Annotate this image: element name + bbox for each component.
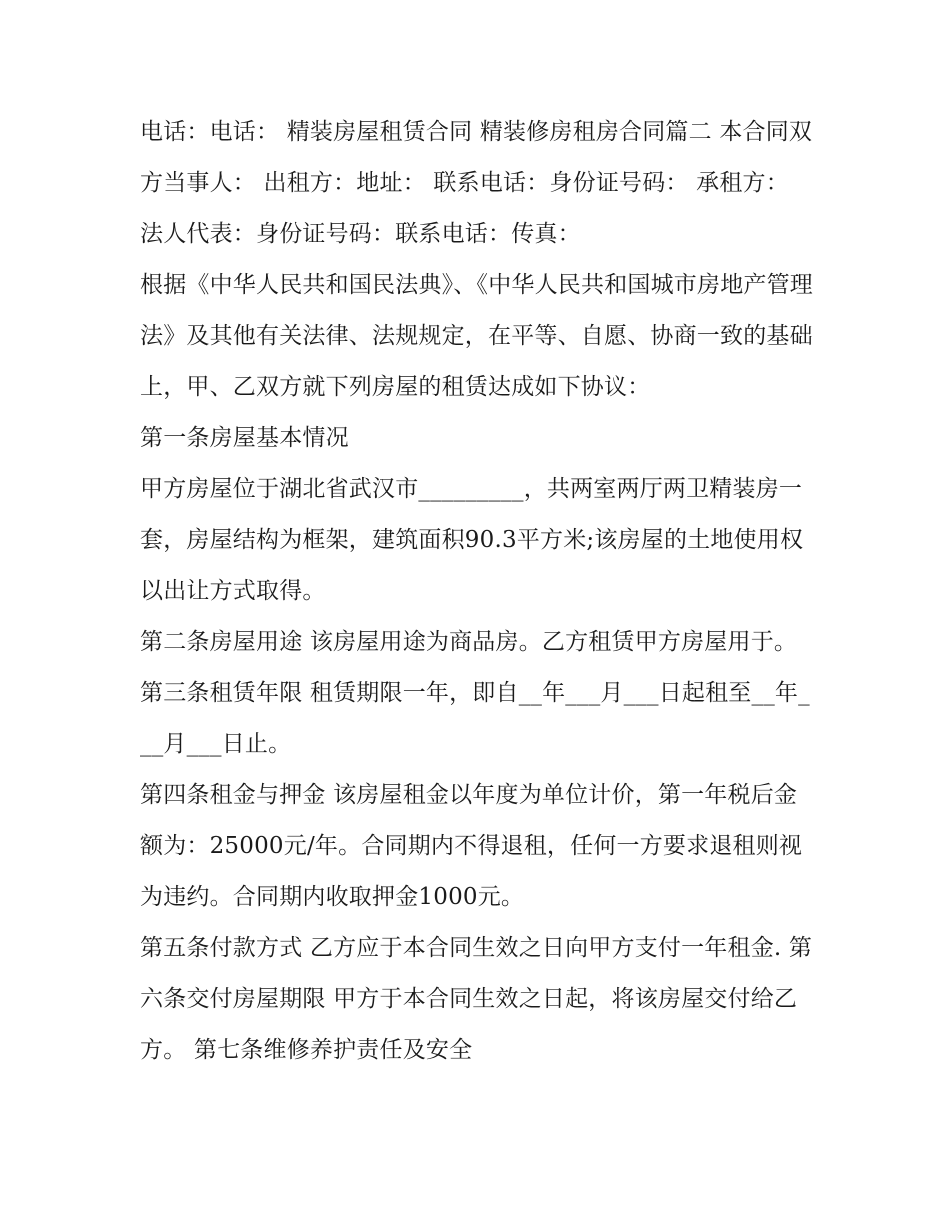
paragraph-contact-parties: 电话：电话： 精装房屋租赁合同 精装修房租房合同篇二 本合同双方当事人： 出租方：地址： 联系电话：身份证号码： 承租方： [140, 119, 813, 196]
paragraph-payment-delivery: 第五条付款方式 乙方应于本合同生效之日向甲方支付一年租金. 第六条交付房屋期限 甲方于本合同生效之日起，将该房屋交付给乙方。 第七条维修养护责任及安全 [140, 935, 813, 1063]
paragraph-rent-deposit: 第四条租金与押金 该房屋租金以年度为单位计价，第一年税后金额为：25000元/年。合同期内不得退租，任何一方要求退租则视为违约。合同期内收取押金1000元。 [140, 782, 803, 910]
section-heading-article-1: 第一条房屋基本情况 [140, 425, 349, 451]
document-body [140, 107, 815, 1076]
paragraph-legal-representative: 法人代表：身份证号码：联系电话：传真： [140, 221, 581, 247]
paragraph-usage-term: 第二条房屋用途 该房屋用途为商品房。乙方租赁甲方房屋用于。 第三条租赁年限 租赁期限一年，即自__年___月___日起租至__年___月___日止。 [140, 629, 810, 757]
paragraph-legal-basis: 根据《中华人民共和国民法典》、《中华人民共和国城市房地产管理法》及其他有关法律、法规规定，在平等、自愿、协商一致的基础上，甲、乙双方就下列房屋的租赁达成如下协议： [140, 272, 813, 400]
paragraph-house-location: 甲方房屋位于湖北省武汉市_________，共两室两厅两卫精装房一套，房屋结构为框架，建筑面积90.3平方米;该房屋的土地使用权以出让方式取得。 [140, 476, 804, 604]
